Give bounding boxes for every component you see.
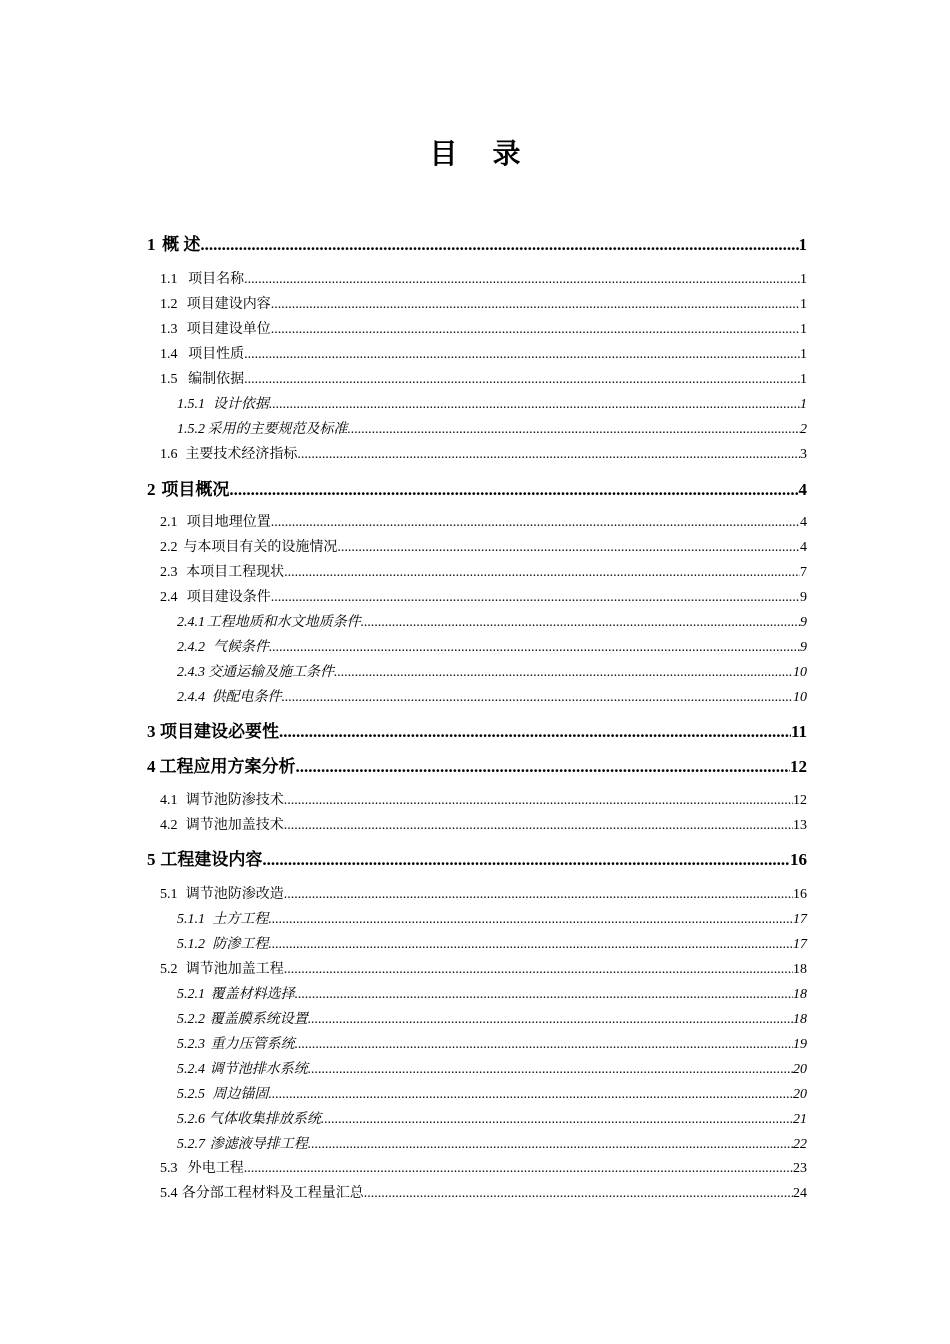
toc-leader-dots: [271, 516, 800, 530]
toc-leader-dots: [321, 1113, 793, 1127]
toc-leader-dots: [271, 323, 800, 337]
toc-entry-page: 1: [800, 272, 807, 287]
toc-leader-dots: [279, 723, 791, 740]
toc-leader-dots: [268, 938, 793, 952]
toc-leader-dots: [348, 423, 800, 437]
toc-leader-dots: [284, 819, 793, 833]
toc-entry-label: 土方工程: [212, 912, 269, 927]
toc-leader-dots: [295, 988, 793, 1002]
toc-leader-dots: [268, 1088, 793, 1102]
toc-entry-label: 项目概况: [161, 480, 230, 499]
toc-entry-page: 21: [793, 1112, 807, 1127]
toc-leader-dots: [334, 666, 793, 680]
toc-entry-number: 5.2: [160, 962, 178, 977]
toc-entry-number: 5.2.1: [177, 987, 205, 1002]
toc-entry-number: 5.2.2: [177, 1012, 205, 1027]
toc-leader-dots: [364, 1187, 793, 1201]
toc-leader-dots: [282, 691, 794, 705]
toc-entry-number: 5.2.4: [177, 1062, 205, 1077]
toc-entry-2-1[interactable]: [160, 516, 807, 530]
toc-entry-page: 16: [790, 850, 807, 869]
toc-leader-dots: [308, 1063, 793, 1077]
toc-entry-label: 调节池加盖工程: [185, 962, 284, 977]
toc-entry-2-4[interactable]: [160, 591, 807, 605]
toc-entry-1-6[interactable]: [160, 448, 807, 462]
toc-leader-dots: [200, 236, 798, 253]
toc-entry-page: 7: [800, 565, 807, 580]
toc-entry-page: 2: [800, 422, 807, 437]
toc-entry-5-2-2[interactable]: [177, 1013, 807, 1027]
toc-entry-5-2-1[interactable]: [177, 988, 807, 1002]
toc-entry-4-2[interactable]: [160, 819, 807, 833]
toc-entry-5-2-6[interactable]: [177, 1113, 807, 1127]
toc-entry-number: 5: [147, 850, 156, 869]
toc-leader-dots: [297, 448, 800, 462]
toc-entry-page: 22: [793, 1137, 807, 1152]
toc-leader-dots: [229, 481, 798, 498]
toc-entry-number: 1.5: [160, 372, 178, 387]
toc-entry-number: 2.4.3: [177, 665, 205, 680]
toc-entry-page: 10: [793, 690, 807, 705]
toc-leader-dots: [295, 1038, 793, 1052]
toc-entry-page: 11: [790, 722, 807, 741]
toc-entry-number: 1.6: [160, 447, 178, 462]
toc-entry-1-1[interactable]: [160, 273, 807, 287]
toc-entry-page: 1: [800, 322, 807, 337]
toc-entry-page: 24: [793, 1186, 807, 1201]
toc-entry-number: 1.2: [160, 297, 178, 312]
toc-entry-number: 1.5.2: [177, 422, 205, 437]
toc-entry-label: 工程应用方案分析: [159, 757, 296, 776]
toc-entry-page: 18: [793, 987, 807, 1002]
toc-entry-label: 调节池加盖技术: [185, 818, 284, 833]
toc-entry-number: 1.5.1: [177, 397, 205, 412]
toc-entry-number: 2.4.4: [177, 690, 205, 705]
toc-entry-label: 覆盖材料选择: [210, 987, 295, 1002]
toc-entry-page: 4: [800, 540, 807, 555]
toc-leader-dots: [269, 398, 800, 412]
toc-entry-label: 防渗工程: [212, 937, 269, 952]
toc-entry-page: 10: [793, 665, 807, 680]
toc-entry-5-1[interactable]: [160, 888, 807, 902]
toc-entry-label: 项目名称: [188, 272, 245, 287]
toc-entry-label: 覆盖膜系统设置: [209, 1012, 308, 1027]
toc-entry-2-2[interactable]: [160, 541, 807, 555]
toc-leader-dots: [308, 1138, 793, 1152]
toc-leader-dots: [244, 1162, 793, 1176]
toc-entry-label: 工程地质和水文地质条件: [206, 615, 361, 630]
toc-entry-5[interactable]: [147, 851, 807, 868]
toc-entry-page: 18: [793, 1012, 807, 1027]
toc-entry-2[interactable]: [147, 481, 807, 498]
toc-entry-label: 项目建设内容: [186, 297, 271, 312]
toc-entry-5-2-3[interactable]: [177, 1038, 807, 1052]
toc-leader-dots: [284, 888, 793, 902]
toc-leader-dots: [262, 851, 790, 868]
toc-entry-number: 4: [147, 757, 156, 776]
toc-entry-label: 主要技术经济指标: [185, 447, 298, 462]
toc-entry-label: 项目建设单位: [186, 322, 271, 337]
toc-entry-page: 13: [793, 818, 807, 833]
toc-entry-1-5-2[interactable]: [177, 423, 807, 437]
toc-entry-label: 气体收集排放系统: [208, 1112, 321, 1127]
toc-entry-page: 16: [793, 887, 807, 902]
toc-entry-page: 20: [793, 1062, 807, 1077]
toc-leader-dots: [337, 541, 800, 555]
toc-entry-number: 5.1.2: [177, 937, 205, 952]
toc-entry-number: 5.2.3: [177, 1037, 205, 1052]
toc-entry-1-5[interactable]: [160, 373, 807, 387]
toc-entry-number: 5.2.6: [177, 1112, 205, 1127]
toc-entry-number: 1.4: [160, 347, 178, 362]
toc-entry-number: 2.4.2: [177, 640, 205, 655]
toc-leader-dots: [244, 273, 800, 287]
toc-entry-label: 概 述: [162, 235, 201, 254]
toc-entry-label: 采用的主要规范及标准: [207, 422, 348, 437]
toc-entry-2-4-1[interactable]: [177, 616, 807, 630]
toc-entry-page: 9: [800, 640, 807, 655]
toc-leader-dots: [271, 591, 800, 605]
toc-entry-label: 项目性质: [188, 347, 245, 362]
toc-entry-5-2-5[interactable]: [177, 1088, 807, 1102]
toc-entry-1-4[interactable]: [160, 348, 807, 362]
toc-entry-number: 5.3: [160, 1161, 178, 1176]
toc-leader-dots: [284, 566, 800, 580]
toc-entry-label: 工程建设内容: [160, 850, 263, 869]
toc-entry-5-2[interactable]: [160, 963, 807, 977]
toc-entry-number: 1.1: [160, 272, 178, 287]
toc-entry-label: 本项目工程现状: [186, 565, 285, 580]
toc-entry-1-3[interactable]: [160, 323, 807, 337]
toc-entry-number: 2.2: [160, 540, 178, 555]
toc-entry-label: 与本项目有关的设施情况: [183, 540, 338, 555]
toc-leader-dots: [244, 373, 800, 387]
toc-entry-number: 5.1: [160, 887, 178, 902]
toc-leader-dots: [361, 616, 800, 630]
toc-leader-dots: [284, 794, 793, 808]
toc-entry-page: 9: [800, 615, 807, 630]
toc-entry-page: 23: [793, 1161, 807, 1176]
toc-entry-1-5-1[interactable]: [177, 398, 807, 412]
toc-leader-dots: [244, 348, 800, 362]
toc-entry-label: 重力压管系统: [210, 1037, 295, 1052]
toc-entry-number: 2.1: [160, 515, 178, 530]
toc-entry-page: 4: [800, 515, 807, 530]
toc-entry-number: 2.4.1: [177, 615, 205, 630]
toc-entry-number: 4.2: [160, 818, 178, 833]
toc-entry-label: 气候条件: [212, 640, 269, 655]
toc-entry-number: 1: [147, 235, 156, 254]
toc-entry-page: 1: [800, 297, 807, 312]
toc-entry-5-2-7[interactable]: [177, 1138, 807, 1152]
toc-entry-label: 调节池防渗技术: [185, 793, 284, 808]
toc-leader-dots: [269, 641, 800, 655]
toc-entry-page: 12: [790, 757, 807, 776]
toc-entry-page: 20: [793, 1087, 807, 1102]
toc-entry-label: 调节池防渗改造: [185, 887, 284, 902]
toc-entry-number: 5.4: [160, 1186, 178, 1201]
toc-entry-label: 各分部工程材料及工程量汇总: [181, 1186, 364, 1201]
page-title: 目 录: [429, 139, 535, 170]
toc-entry-5-1-1[interactable]: [177, 913, 807, 927]
toc-entry-label: 项目建设必要性: [159, 722, 279, 741]
toc-entry-number: 5.1.1: [177, 912, 205, 927]
toc-entry-number: 2.3: [160, 565, 178, 580]
toc-entry-label: 编制依据: [188, 372, 245, 387]
toc-entry-number: 4.1: [160, 793, 178, 808]
toc-entry-2-4-4[interactable]: [177, 691, 807, 705]
toc-entry-label: 供配电条件: [211, 690, 282, 705]
toc-entry-page: 4: [798, 480, 807, 499]
toc-leader-dots: [271, 298, 800, 312]
toc-entry-page: 1: [800, 347, 807, 362]
toc-entry-number: 2: [147, 480, 156, 499]
toc-entry-page: 3: [800, 447, 807, 462]
toc-entry-label: 周边锚固: [212, 1087, 269, 1102]
toc-entry-3[interactable]: [147, 723, 807, 740]
toc-leader-dots: [296, 758, 790, 775]
toc-entry-1-2[interactable]: [160, 298, 807, 312]
toc-entry-5-4[interactable]: [160, 1187, 807, 1201]
toc-entry-page: 12: [793, 793, 807, 808]
toc-entry-2-4-2[interactable]: [177, 641, 807, 655]
toc-entry-2-4-3[interactable]: [177, 666, 807, 680]
toc-entry-number: 2.4: [160, 590, 178, 605]
toc-entry-page: 17: [793, 937, 807, 952]
toc-entry-page: 19: [793, 1037, 807, 1052]
toc-entry-1[interactable]: [147, 236, 807, 253]
toc-entry-number: 1.3: [160, 322, 178, 337]
toc-entry-page: 1: [798, 235, 807, 254]
toc-entry-label: 项目地理位置: [186, 515, 271, 530]
toc-entry-2-3[interactable]: [160, 566, 807, 580]
toc-entry-number: 5.2.5: [177, 1087, 205, 1102]
toc-entry-5-3[interactable]: [160, 1162, 807, 1176]
toc-entry-label: 渗滤液导排工程: [209, 1137, 308, 1152]
toc-leader-dots: [268, 913, 793, 927]
toc-leader-dots: [308, 1013, 793, 1027]
toc-entry-label: 外电工程: [187, 1161, 244, 1176]
toc-entry-label: 项目建设条件: [186, 590, 271, 605]
toc-entry-label: 调节池排水系统: [209, 1062, 308, 1077]
toc-entry-page: 1: [800, 397, 807, 412]
toc-entry-4[interactable]: [147, 758, 807, 775]
toc-leader-dots: [284, 963, 793, 977]
toc-entry-label: 交通运输及施工条件: [207, 665, 334, 680]
toc-entry-page: 17: [793, 912, 807, 927]
toc-entry-5-2-4[interactable]: [177, 1063, 807, 1077]
toc-entry-page: 9: [800, 590, 807, 605]
toc-entry-page: 1: [800, 372, 807, 387]
toc-entry-4-1[interactable]: [160, 794, 807, 808]
toc-entry-5-1-2[interactable]: [177, 938, 807, 952]
toc-entry-number: 5.2.7: [177, 1137, 205, 1152]
toc-entry-page: 18: [793, 962, 807, 977]
toc-entry-label: 设计依据: [212, 397, 269, 412]
toc-entry-number: 3: [147, 722, 156, 741]
